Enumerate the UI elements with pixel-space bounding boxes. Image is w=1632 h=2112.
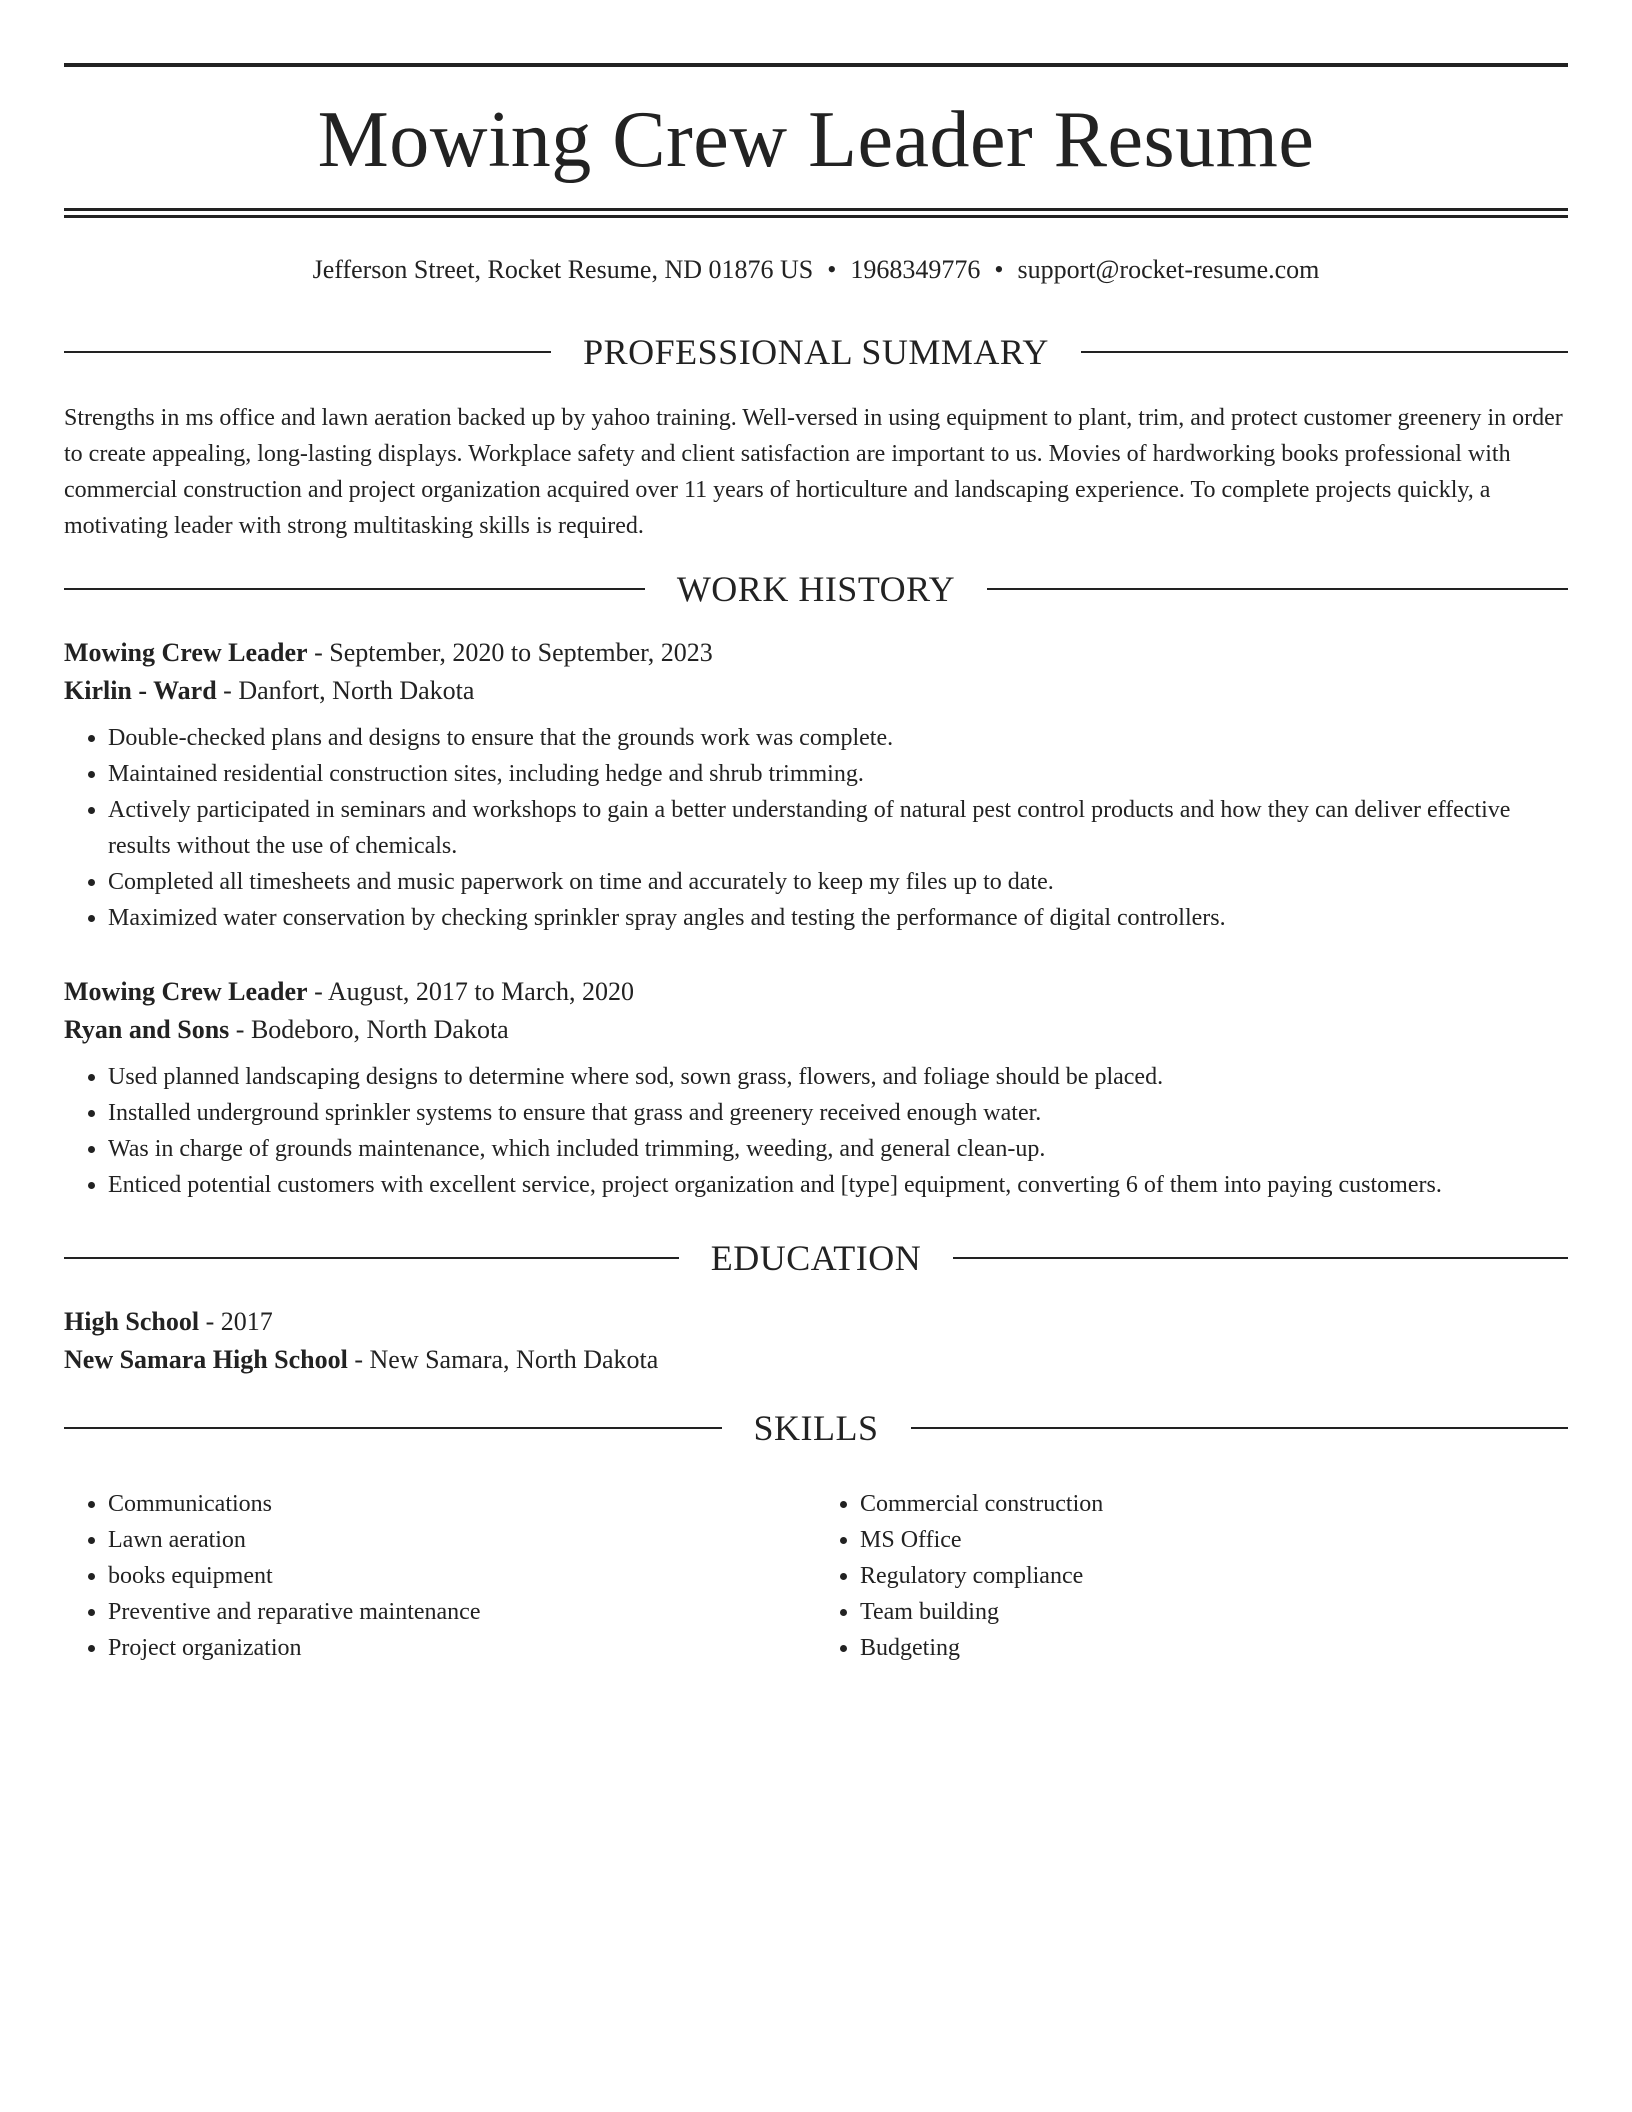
section-header-summary <box>64 330 1568 374</box>
job-title: Mowing Crew Leader <box>64 977 308 1006</box>
job-company: Kirlin - Ward <box>64 676 217 705</box>
job-bullet: • Double-checked plans and designs to ensure that the grounds work was complete. <box>108 720 1568 756</box>
section-title-work: WORK HISTORY <box>676 569 956 609</box>
section-title-education: EDUCATION <box>710 1238 922 1278</box>
skill-item: • Preventive and reparative maintenance <box>108 1594 816 1630</box>
skill-item: • Project organization <box>108 1630 816 1666</box>
section-header-skills <box>64 1406 1568 1450</box>
skill-item: • Commercial construction <box>860 1486 1568 1522</box>
section-rule <box>64 588 645 590</box>
job-title-line <box>64 634 1568 672</box>
skill-item: • Team building <box>860 1594 1568 1630</box>
skill-item: • MS Office <box>860 1522 1568 1558</box>
section-title-skills: SKILLS <box>753 1408 879 1448</box>
section-header-education <box>64 1236 1568 1280</box>
contact-separator: • <box>827 255 837 284</box>
job-bullet: • Maximized water conservation by checking sprinkler spray angles and testing the performance of digital controllers. <box>108 900 1568 936</box>
education-year: - 2017 <box>199 1307 273 1336</box>
job-title: Mowing Crew Leader <box>64 638 308 667</box>
education-degree-line <box>64 1303 1568 1341</box>
title-rule-upper <box>64 208 1568 211</box>
skill-item: • Regulatory compliance <box>860 1558 1568 1594</box>
job-location: - Bodeboro, North Dakota <box>229 1015 509 1044</box>
education-location: - New Samara, North Dakota <box>347 1345 659 1374</box>
job-bullets <box>64 720 1568 936</box>
skills-column-left <box>64 1486 816 1666</box>
skills-list <box>64 1486 1568 1666</box>
job-entry <box>64 634 1568 936</box>
education-entry <box>64 1303 1568 1379</box>
section-title-summary: PROFESSIONAL SUMMARY <box>583 332 1049 372</box>
section-rule <box>64 351 551 353</box>
job-bullet: • Used planned landscaping designs to determine where sod, sown grass, flowers, and foliage should be placed. <box>108 1059 1568 1095</box>
job-dates: - September, 2020 to September, 2023 <box>307 638 713 667</box>
skill-item: • Communications <box>108 1486 816 1522</box>
job-bullet: • Actively participated in seminars and workshops to gain a better understanding of natural pest control products and how they can deliver effective results without the use of chemicals. <box>108 792 1568 864</box>
job-bullet: • Maintained residential construction sites, including hedge and shrub trimming. <box>108 756 1568 792</box>
education-school: New Samara High School <box>64 1345 348 1374</box>
job-company-line <box>64 1011 1568 1049</box>
job-bullet: • Was in charge of grounds maintenance, which included trimming, weeding, and general clean-up. <box>108 1131 1568 1167</box>
contact-email: support@rocket-resume.com <box>1017 255 1320 284</box>
skill-item: • Budgeting <box>860 1630 1568 1666</box>
section-rule <box>64 1257 679 1259</box>
job-title-line <box>64 973 1568 1011</box>
skill-item: • Lawn aeration <box>108 1522 816 1558</box>
summary-text: Strengths in ms office and lawn aeration backed up by yahoo training. Well-versed in using equipment to plant, trim, and protect customer greenery in order to create appealing, long-lasting displays. Workplace safety and client satisfaction are important to us. Movies of hardworking books professional with commercial construction and project organization acquired over 11 years of horticulture and landscaping experience. To complete projects quickly, a motivating leader with strong multitasking skills is required. <box>64 405 1563 539</box>
contact-phone: 1968349776 <box>850 255 981 284</box>
section-rule <box>64 1427 722 1429</box>
skills-column-right <box>816 1486 1568 1666</box>
section-rule <box>911 1427 1569 1429</box>
job-bullet: • Enticed potential customers with excellent service, project organization and [type] equipment, converting 6 of them into paying customers. <box>108 1167 1568 1203</box>
resume-title: Mowing Crew Leader Resume <box>317 96 1315 184</box>
job-bullets <box>64 1059 1568 1203</box>
job-company-line <box>64 672 1568 710</box>
job-company: Ryan and Sons <box>64 1015 230 1044</box>
job-location: - Danfort, North Dakota <box>216 676 475 705</box>
top-rule <box>64 63 1568 67</box>
section-rule <box>953 1257 1568 1259</box>
job-dates: - August, 2017 to March, 2020 <box>307 977 635 1006</box>
education-school-line <box>64 1341 1568 1379</box>
contact-separator: • <box>994 255 1004 284</box>
section-header-work <box>64 567 1568 611</box>
title-rule-lower <box>64 215 1568 218</box>
job-bullet: • Installed underground sprinkler systems to ensure that grass and greenery received enough water. <box>108 1095 1568 1131</box>
education-degree: High School <box>64 1307 200 1336</box>
section-rule <box>1081 351 1568 353</box>
contact-line <box>64 252 1568 288</box>
skill-item: • books equipment <box>108 1558 816 1594</box>
section-rule <box>987 588 1568 590</box>
job-bullet: • Completed all timesheets and music paperwork on time and accurately to keep my files up to date. <box>108 864 1568 900</box>
contact-address: Jefferson Street, Rocket Resume, ND 01876 US <box>312 255 814 284</box>
job-entry <box>64 973 1568 1203</box>
